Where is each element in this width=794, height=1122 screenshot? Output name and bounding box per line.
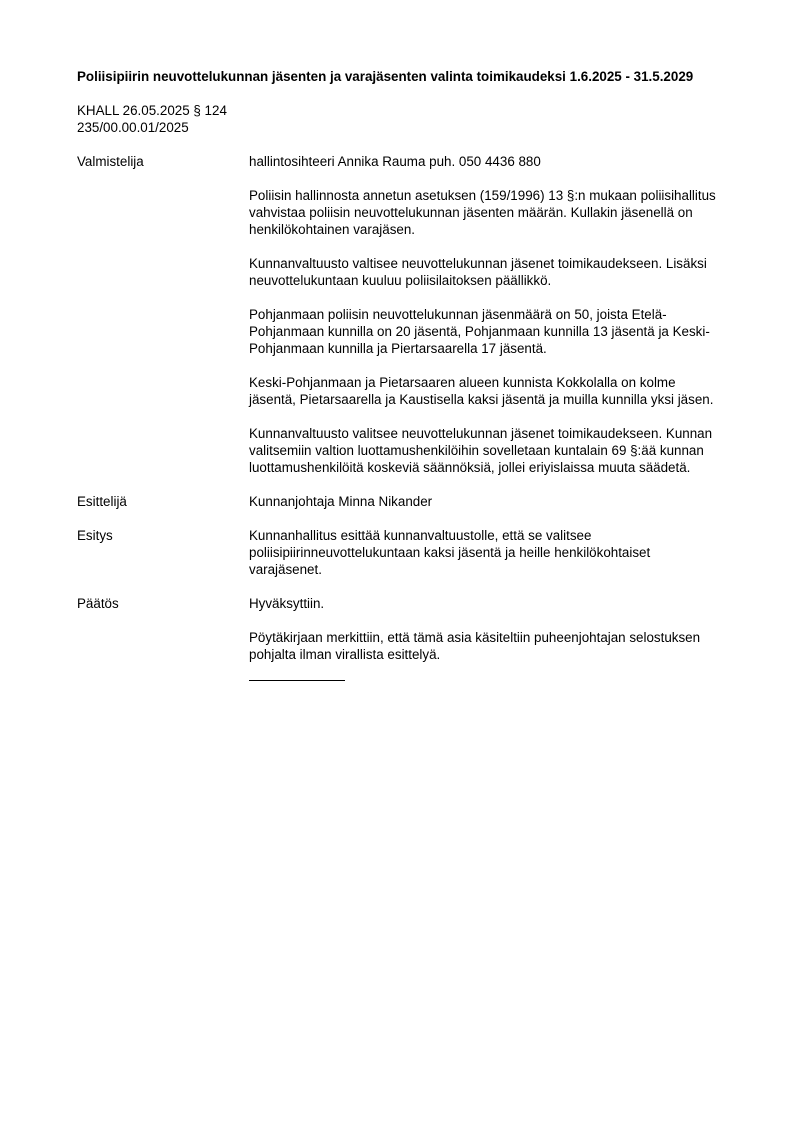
paragraph: Keski-Pohjanmaan ja Pietarsaaren alueen kunnista Kokkolalla on kolme jäsentä, Pietarsaarella ja Kaustisella kaksi jäsentä ja muilla kunnilla yksi jäsen. [249,375,714,407]
preparer-contact: hallintosihteeri Annika Rauma puh. 050 4436 880 [249,154,541,169]
decision-text: Hyväksyttiin. [249,596,325,611]
section-esittelija [77,493,727,510]
section-content-paatos [249,595,721,681]
record-number: 235/00.00.01/2025 [77,120,189,135]
section-label-paatos: Päätös [77,596,119,611]
document-title: Poliisipiirin neuvottelukunnan jäsenten ja varajäsenten valinta toimikaudeksi 1.6.2025 - 31.5.2029 [77,69,694,84]
section-content-esittelija [249,493,721,510]
proposal-text: Kunnanhallitus esittää kunnanvaltuustolle, että se valitsee poliisipiirinneuvottelukuntaan kaksi jäsentä ja heille henkilökohtaiset varajäsenet. [249,528,651,577]
section-esitys [77,527,727,578]
meeting-reference: KHALL 26.05.2025 § 124 [77,103,227,118]
reference-block [77,102,727,136]
paragraph: Kunnanvaltuusto valitsee neuvottelukunnan jäsenet toimikaudekseen. Kunnan valitsemiin valtion luottamushenkilöihin sovelletaan kuntalain 69 §:ää kunnan luottamushenkilöitä koskeviä säännöksiä, jollei eriyislaissa muuta säädetä. [249,426,713,475]
end-divider-line [249,680,345,681]
section-valmistelija [77,153,727,476]
paragraph: Kunnanvaltuusto valtisee neuvottelukunnan jäsenet toimikaudekseen. Lisäksi neuvottelukuntaan kuuluu poliisilaitoksen päällikkö. [249,256,707,288]
section-content-valmistelija [249,153,721,476]
document-page [77,68,727,681]
section-label-esitys: Esitys [77,528,113,543]
section-label-esittelija: Esittelijä [77,494,127,509]
section-paatos [77,595,727,681]
section-content-esitys [249,527,721,578]
paragraph: Poliisin hallinnosta annetun asetuksen (159/1996) 13 §:n mukaan poliisihallitus vahvistaa poliisin neuvottelukunnan jäsenten määrän. Kullakin jäsenellä on henkilökohtainen varajäsen. [249,188,716,237]
presenter-name: Kunnanjohtaja Minna Nikander [249,494,433,509]
paragraph: Pohjanmaan poliisin neuvottelukunnan jäsenmäärä on 50, joista Etelä-Pohjanmaan kunnilla on 20 jäsentä, Pohjanmaan kunnilla 13 jäsentä ja Keski-Pohjanmaan kunnilla ja Piertarsaarella 17 jäsentä. [249,307,710,356]
section-label-valmistelija: Valmistelija [77,154,144,169]
minutes-note: Pöytäkirjaan merkittiin, että tämä asia käsiteltiin puheenjohtajan selostuksen pohjalta ilman virallista esittelyä. [249,630,701,662]
